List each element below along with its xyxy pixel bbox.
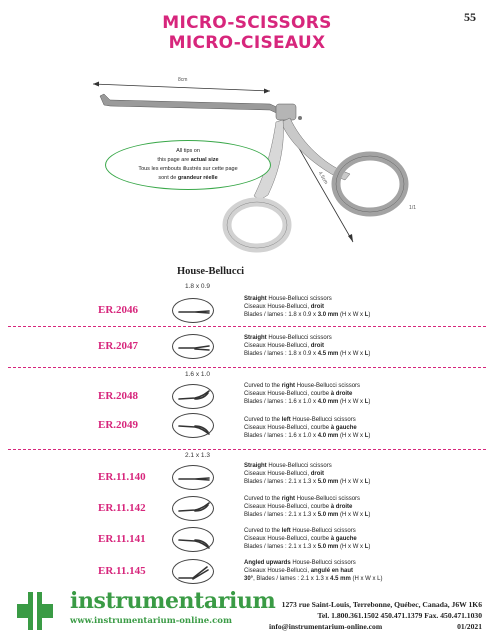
desc-blades: 30°, Blades / lames : 2.1 x 1.3 x 4.5 mm (H x W x L) bbox=[244, 576, 383, 583]
desc-blades: Blades / lames : 1.8 x 0.9 x 3.0 mm (H x W x L) bbox=[244, 312, 371, 319]
desc-en: Straight House-Bellucci scissors bbox=[244, 296, 332, 302]
desc-blades: Blades / lames : 1.8 x 0.9 x 4.5 mm (H x W x L) bbox=[244, 351, 371, 358]
desc-fr: Ciseaux House-Bellucci, courbe à gauche bbox=[244, 536, 357, 543]
actual-size-note bbox=[105, 140, 271, 190]
product-description bbox=[244, 495, 370, 520]
desc-blades: Blades / lames : 1.6 x 1.0 x 4.0 mm (H x W x L) bbox=[244, 433, 371, 440]
product-code: ER.11.145 bbox=[98, 565, 146, 577]
desc-en: Curved to the right House-Bellucci scissors bbox=[244, 496, 361, 502]
divider bbox=[8, 326, 486, 327]
scale-label: 1/1 bbox=[409, 205, 416, 211]
tip-thumbnail bbox=[172, 496, 214, 521]
product-description bbox=[244, 462, 370, 487]
desc-en: Straight House-Bellucci scissors bbox=[244, 463, 332, 469]
tip-thumbnail bbox=[172, 334, 214, 359]
tip-thumbnail bbox=[172, 559, 214, 584]
product-description bbox=[244, 382, 370, 407]
product-code: ER.2049 bbox=[98, 419, 139, 431]
length-label: 8cm bbox=[178, 77, 188, 83]
address: 1273 rue Saint-Louis, Terrebonne, Québec, Canada, J6W 1K6 bbox=[281, 600, 482, 609]
product-code: ER.11.142 bbox=[98, 502, 146, 514]
desc-blades: Blades / lames : 2.1 x 1.3 x 5.0 mm (H x W x L) bbox=[244, 544, 371, 551]
phone-numbers: Tel. 1.800.361.1502 450.471.1379 Fax. 450.471.1030 bbox=[317, 611, 482, 620]
tip-thumbnail bbox=[172, 527, 214, 552]
page-title-fr: MICRO-CISEAUX bbox=[168, 33, 326, 53]
note-line-3: Tous les embouts illustrés sur cette page bbox=[138, 166, 238, 172]
email-link[interactable]: info@instrumentarium-online.com bbox=[269, 622, 383, 631]
catalog-date: 01/2021 bbox=[457, 622, 482, 631]
tip-thumbnail bbox=[172, 384, 214, 409]
divider bbox=[8, 449, 486, 450]
desc-fr: Ciseaux House-Bellucci, droit bbox=[244, 471, 325, 478]
tip-thumbnail bbox=[172, 413, 214, 438]
note-line-4: sont de grandeur réelle bbox=[158, 175, 218, 181]
note-line-2: this page are actual size bbox=[157, 157, 219, 163]
product-description bbox=[244, 559, 382, 584]
product-description bbox=[244, 527, 370, 552]
desc-fr: Ciseaux House-Bellucci, droit bbox=[244, 343, 325, 350]
tip-thumbnail bbox=[172, 465, 214, 490]
product-code: ER.2048 bbox=[98, 390, 139, 402]
size-group-label: 1.8 x 0.9 bbox=[185, 283, 210, 290]
desc-fr: Ciseaux House-Bellucci, courbe à gauche bbox=[244, 425, 357, 432]
desc-en: Curved to the right House-Bellucci scissors bbox=[244, 383, 361, 389]
desc-en: Curved to the left House-Bellucci scissors bbox=[244, 417, 356, 423]
product-description bbox=[244, 416, 370, 441]
desc-fr: Ciseaux House-Bellucci, courbe à droite bbox=[244, 391, 353, 398]
size-group-label: 1.6 x 1.0 bbox=[185, 371, 210, 378]
desc-en: Angled upwards House-Bellucci scissors bbox=[244, 560, 356, 566]
divider bbox=[8, 367, 486, 368]
tip-thumbnail bbox=[172, 298, 214, 323]
product-description bbox=[244, 334, 370, 359]
note-line-1: All tips on bbox=[176, 148, 200, 154]
product-code: ER.11.141 bbox=[98, 533, 146, 545]
desc-en: Curved to the left House-Bellucci scissors bbox=[244, 528, 356, 534]
desc-en: Straight House-Bellucci scissors bbox=[244, 335, 332, 341]
product-code: ER.11.140 bbox=[98, 471, 146, 483]
desc-blades: Blades / lames : 1.6 x 1.0 x 4.0 mm (H x W x L) bbox=[244, 399, 371, 406]
website-link[interactable]: www.instrumentarium-online.com bbox=[70, 616, 232, 626]
desc-fr: Ciseaux House-Bellucci, courbe à droite bbox=[244, 504, 353, 511]
product-code: ER.2047 bbox=[98, 340, 139, 352]
desc-blades: Blades / lames : 2.1 x 1.3 x 5.0 mm (H x W x L) bbox=[244, 512, 371, 519]
instrumentarium-logo-icon bbox=[15, 590, 55, 632]
size-group-label: 2.1 x 1.3 bbox=[185, 452, 210, 459]
desc-fr: Ciseaux House-Bellucci, angulé en haut bbox=[244, 568, 354, 575]
product-description bbox=[244, 295, 370, 320]
desc-fr: Ciseaux House-Bellucci, droit bbox=[244, 304, 325, 311]
desc-blades: Blades / lames : 2.1 x 1.3 x 5.0 mm (H x W x L) bbox=[244, 479, 371, 486]
page-title-en: MICRO-SCISSORS bbox=[162, 13, 332, 33]
shaft-length-label: 4.5cm bbox=[316, 170, 329, 186]
page-number: 55 bbox=[464, 10, 476, 24]
product-code: ER.2046 bbox=[98, 304, 139, 316]
brand-name: instrumentarium bbox=[70, 588, 276, 614]
section-title: House-Bellucci bbox=[177, 266, 245, 277]
